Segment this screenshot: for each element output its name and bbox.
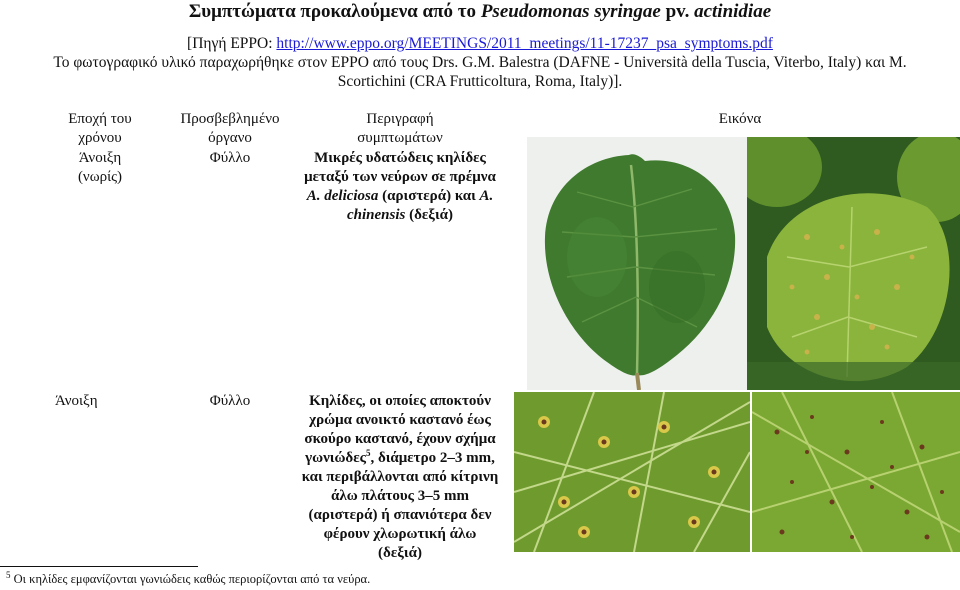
footnote-rule (0, 566, 198, 567)
row1-organ: Φύλλο (209, 150, 251, 166)
header-image: Εικόνα (718, 111, 762, 127)
photo-leaf-chinensis (747, 137, 960, 390)
photo-leaf-deliciosa (527, 137, 747, 390)
row2-description: Κηλίδες, οι οποίες αποκτούν χρώμα ανοικτό καστανό έως σκούρο καστανό, έχουν σχήμα γωνιώδες$^5$, διάμετρο 2–3 mm, και περιβάλλονται από κίτρινη άλω πλάτους 3–5 mm (αριστερά) ή σπανιότερα δεν φέρουν χλωρωτική άλω (δεξιά) (301, 393, 499, 561)
row1-description: Μικρές υδατώδεις κηλίδες μεταξύ των νεύρων σε πρέμνα A. deliciosa (αριστερά) και A. chinensis (δεξιά) (304, 150, 496, 223)
photo-credit-line: Το φωτογραφικό υλικό παραχωρήθηκε στον EPPO από τους Drs. G.M. Balestra (DAFNE - Università della Tuscia, Viterbo, Italy) και M. (53, 54, 907, 71)
photo-spots-without-halo (752, 392, 960, 552)
row1-season: Άνοιξη (νωρίς) (77, 150, 123, 185)
header-season: Εποχή του χρόνου (68, 111, 132, 146)
photo-spots-with-halo (514, 392, 750, 552)
row2-season: Άνοιξη (55, 393, 98, 409)
header-description: Περιγραφή συμπτωμάτων (357, 111, 443, 146)
source-citation: [Πηγή EPPO: http://www.eppo.org/MEETINGS/2011_meetings/11-17237_psa_symptoms.pdf Το φωτογραφικό υλικό παραχωρήθηκε στον EPPO από τους Drs. G.M. Balestra (DAFNE - Università della Tuscia, Viterbo, Italy) και M. Scortichini (CRA Frutticoltura, Roma, Italy)]. (0, 34, 960, 91)
page-title: Συμπτώματα προκαλούμενα από το Pseudomonas syringae pv. actinidiae (188, 1, 772, 22)
header-organ: Προσβεβλημένο όργανο (180, 111, 280, 146)
row2-organ: Φύλλο (209, 393, 251, 409)
eppo-source-link[interactable]: http://www.eppo.org/MEETINGS/2011_meetings/11-17237_psa_symptoms.pdf (276, 35, 773, 52)
photo-credit-line-2: Scortichini (CRA Frutticoltura, Roma, Italy)]. (337, 73, 623, 90)
footnote: $^5$ Οι κηλίδες εμφανίζονται γωνιώδεις καθώς περιορίζονται από τα νεύρα. (6, 569, 371, 586)
